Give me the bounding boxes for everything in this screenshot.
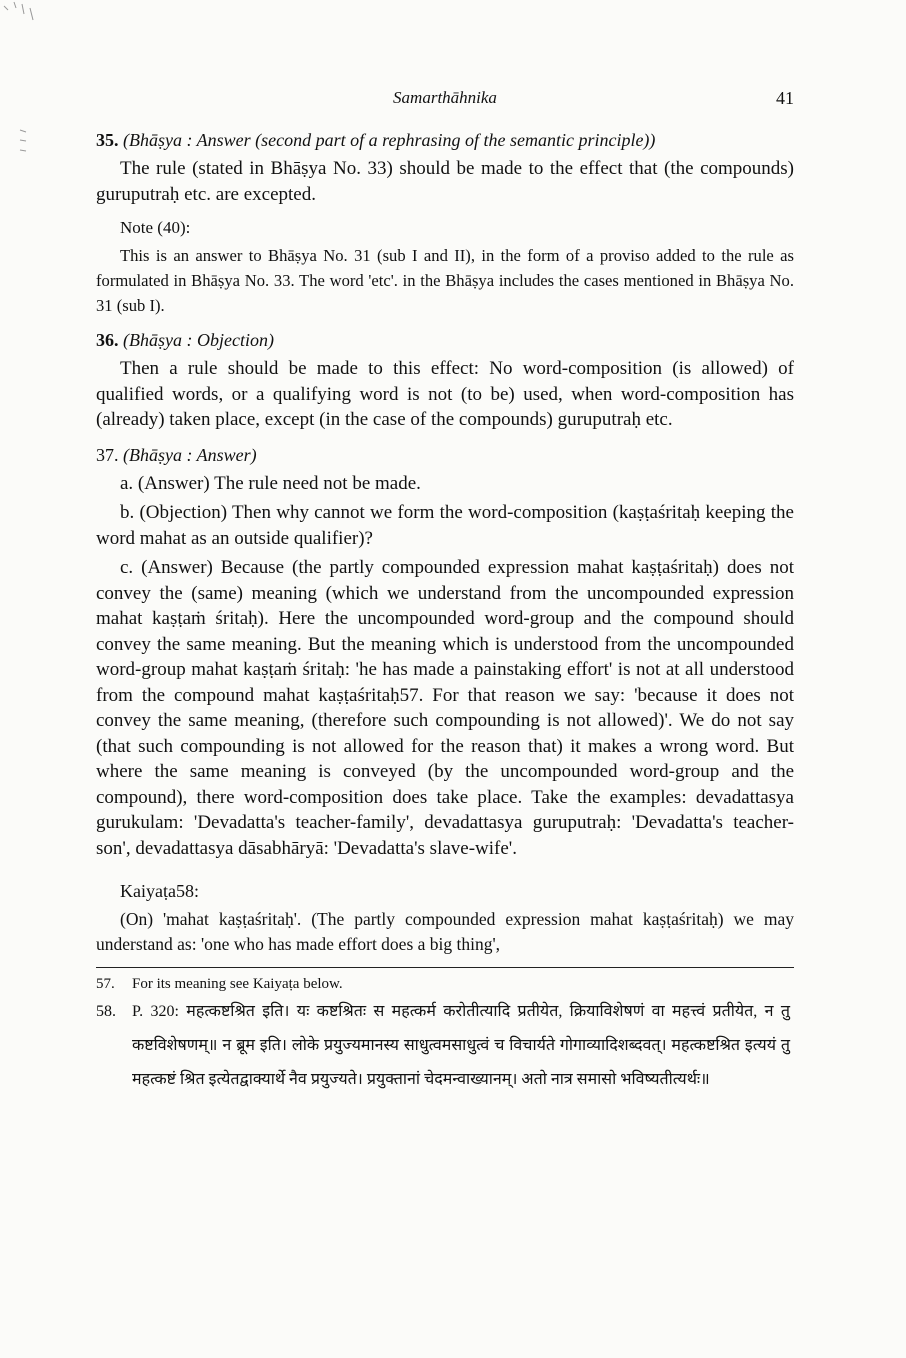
- running-title: Samarthāhnika: [393, 88, 497, 107]
- section-paragraph: Then a rule should be made to this effect: No word-composition (is allowed) of qualified words, or a qualifying word is not (to be) used, when word-composition has (already) taken place, except (in the case of the compounds) guruputraḥ etc.: [96, 358, 794, 430]
- section-heading: [96, 443, 794, 467]
- section-heading: [96, 328, 794, 352]
- kaiyata-text: (On) 'mahat kaṣṭaśritaḥ'. (The partly compounded expression mahat kaṣṭaśritaḥ) we may understand as: 'one who has made effort does a big thing',: [96, 909, 794, 954]
- list-item: c. (Answer) Because (the partly compounded expression mahat kaṣṭaśritaḥ) does not convey the (same) meaning (which we understand from the uncompounded expression mahat kaṣṭaṁ śritaḥ). Here the uncompounded word-group and the compound should convey the same meaning. But the meaning which is understood from the uncompounded word-group mahat kaṣṭaṁ śritaḥ: 'he has made a painstaking effort' is not at all understood from the compound mahat kaṣṭaśritaḥ57. For that reason we say: 'because it does not convey the same meaning, (therefore such compounding is not allowed)'. We do not say (that such compounding is not allowed for the reason that) it makes a wrong word. But where the same meaning is conveyed (by the uncompounded word-group and the compound), there word-composition does take place. Take the examples: devadattasya gurukulam: 'Devadatta's teacher-family', devadattasya guruputraḥ: 'Devadatta's teacher-son', devadattasya dāsabhāryā: 'Devadatta's slave-wife'.: [96, 557, 794, 859]
- running-head: [96, 88, 794, 118]
- footnote-57: [96, 974, 794, 995]
- scan-margin-marks: [0, 0, 60, 200]
- footnote-number: 58.: [96, 1003, 116, 1020]
- footnote-58: [96, 995, 794, 1097]
- section-title: (Bhāṣya : Objection): [123, 330, 274, 350]
- main-text: [96, 128, 794, 1097]
- footnote-text: For its meaning see Kaiyaṭa below.: [132, 976, 343, 992]
- note-label: Note (40):: [120, 218, 191, 237]
- section-35: [96, 128, 794, 318]
- section-heading: [96, 128, 794, 152]
- section-36: [96, 328, 794, 433]
- section-title: (Bhāṣya : Answer (second part of a rephrasing of the semantic principle)): [123, 130, 656, 150]
- footnote-divider: [96, 967, 794, 968]
- section-number: 35.: [96, 130, 119, 150]
- page-content: [96, 88, 794, 1097]
- footnote-text: P. 320: महत्कष्टश्रित इति। यः कष्टश्रितः स महत्कर्म करोतीत्यादि प्रतीयेत, क्रियाविशेषणं वा महत्त्वं प्रतीयेत, न तु कष्टविशेषणम्॥ न ब्रूम इति। लोके प्रयुज्यमानस्य साधुत्वमसाधुत्वं च विचार्यते गोगाव्यादिशब्दवत्। महत्कष्टश्रित इत्ययं तु महत्कष्टं श्रित इत्येतद्वाक्यार्थे नैव प्रयुज्यते। प्रयुक्तानां चेदमन्वाख्यानम्। अतो नात्र समासो भविष्यतीत्यर्थः॥: [132, 1003, 790, 1088]
- section-paragraph: The rule (stated in Bhāṣya No. 33) should be made to the effect that (the compounds) guruputraḥ etc. are excepted.: [96, 158, 794, 205]
- page-number: 41: [776, 88, 794, 108]
- section-title: (Bhāṣya : Answer): [123, 444, 257, 465]
- section-number: 37.: [96, 444, 119, 465]
- kaiyata-label: Kaiyaṭa58:: [120, 881, 199, 901]
- list-item: a. (Answer) The rule need not be made.: [120, 472, 421, 494]
- footnote-number: 57.: [96, 976, 115, 992]
- section-37: [96, 443, 794, 862]
- section-number: 36.: [96, 330, 119, 350]
- list-item: b. (Objection) Then why cannot we form the word-composition (kaṣṭaśritaḥ keeping the word mahat as an outside qualifier)?: [96, 502, 794, 549]
- note-text: This is an answer to Bhāṣya No. 31 (sub I and II), in the form of a proviso added to the rule as formulated in Bhāṣya No. 33. The word 'etc'. in the Bhāṣya includes the cases mentioned in Bhāṣya No. 31 (sub I).: [96, 246, 794, 315]
